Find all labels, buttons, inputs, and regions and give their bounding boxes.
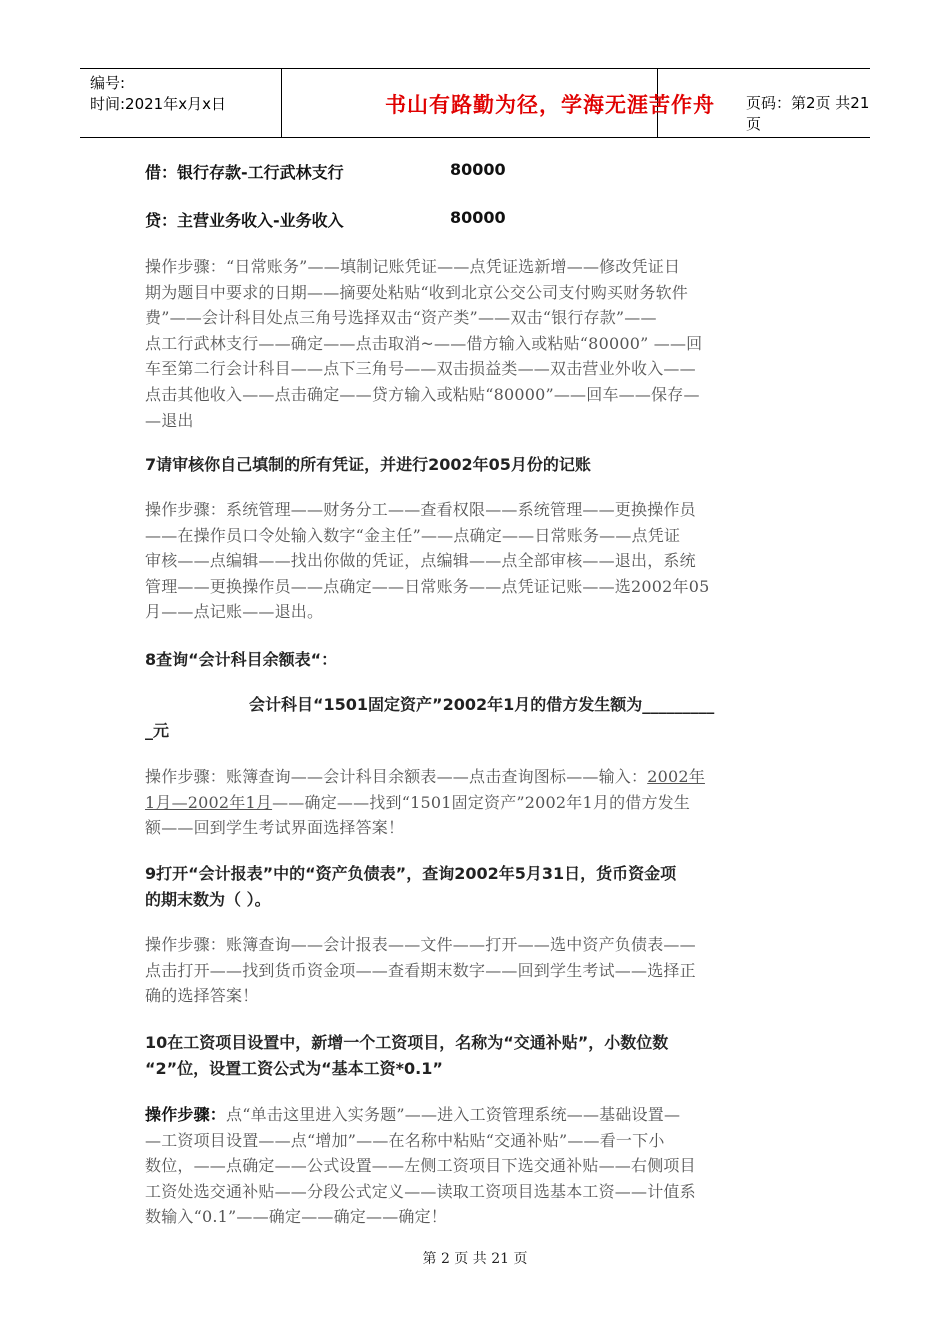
text-segment: 操作步骤：账簿查询——会计科目余额表——点击查询图标——输入： bbox=[145, 767, 648, 786]
debit-entry bbox=[145, 160, 810, 183]
text-line: 操作步骤：账簿查询——会计报表——文件——打开——选中资产负债表—— bbox=[145, 935, 696, 954]
page-header bbox=[80, 68, 870, 138]
credit-entry bbox=[145, 208, 810, 231]
text-line: —退出 bbox=[145, 410, 194, 430]
code-label: 编号: bbox=[90, 74, 126, 92]
underlined-text: 2002年 bbox=[647, 767, 705, 786]
text-line: 数位，——点确定——公式设置——左侧工资项目下选交通补贴——右侧项目 bbox=[145, 1156, 696, 1176]
text-segment: ——确定——找到“1501固定资产”2002年1月的借方发生 bbox=[272, 792, 691, 812]
header-page-info: 页码：第2页 共21页 bbox=[746, 94, 870, 133]
underlined-text: 1月—2002年1月 bbox=[145, 792, 273, 812]
text-line: 操作步骤：系统管理——财务分工——查看权限——系统管理——更换操作员 bbox=[145, 500, 696, 519]
text-line: 点击其他收入——点击确定——贷方输入或粘贴“80000”——回车——保存— bbox=[145, 384, 700, 404]
text-line bbox=[145, 764, 810, 790]
text-line: 确的选择答案！ bbox=[145, 986, 259, 1006]
debit-amount: 80000 bbox=[450, 160, 506, 179]
text-line: 数输入“0.1”——确定——确定——确定！ bbox=[145, 1207, 448, 1227]
operation-steps-8 bbox=[145, 764, 810, 841]
page-footer: 第 2 页 共 21 页 bbox=[422, 1251, 528, 1267]
text-line: 审核——点编辑——找出你做的凭证，点编辑——点全部审核——退出，系统 bbox=[145, 551, 696, 571]
text-line: 点工行武林支行——确定——点击取消~——借方输入或粘贴“80000” ——回 bbox=[145, 333, 703, 353]
question-line: 的期末数为（ ）。 bbox=[145, 890, 271, 909]
question-7-title: 7请审核你自己填制的所有凭证，并进行2002年05月份的记账 bbox=[145, 455, 591, 474]
text-line: 工资处选交通补贴——分段公式定义——读取工资项目选基本工资——计值系 bbox=[145, 1181, 696, 1201]
debit-account: 借：银行存款-工行武林支行 bbox=[145, 163, 344, 182]
header-motto: 书山有路勤为径，学海无涯苦作舟 bbox=[385, 93, 715, 117]
text-line: —工资项目设置——点“增加”——在名称中粘贴“交通补贴”——看一下小 bbox=[145, 1130, 665, 1150]
question-line: 会计科目“1501固定资产”2002年1月的借方发生额为_________ bbox=[249, 695, 715, 714]
question-line: 9打开“会计报表”中的“资产负债表”，查询2002年5月31日，货币资金项 bbox=[145, 864, 677, 883]
credit-account: 贷：主营业务收入-业务收入 bbox=[145, 211, 344, 230]
question-8-title: 8查询“会计科目余额表“： bbox=[145, 650, 338, 669]
text-line: 费”——会计科目处点三角号选择双击“资产类”——双击“银行存款”—— bbox=[145, 308, 657, 328]
question-line: _元 bbox=[145, 721, 170, 740]
header-divider bbox=[281, 69, 282, 137]
question-10 bbox=[145, 1030, 810, 1082]
operation-steps-10 bbox=[145, 1102, 810, 1230]
text-line: 操作步骤：“日常账务”——填制记账凭证——点凭证选新增——修改凭证日 bbox=[145, 257, 681, 276]
text-line: 额——回到学生考试界面选择答案！ bbox=[145, 818, 405, 838]
question-line: 10在工资项目设置中，新增一个工资项目，名称为“交通补贴”，小数位数 bbox=[145, 1033, 669, 1052]
text-line: 期为题目中要求的日期——摘要处粘贴“收到北京公交公司支付购买财务软件 bbox=[145, 282, 688, 302]
credit-amount: 80000 bbox=[450, 208, 506, 227]
text-line: 点击打开——找到货币资金项——查看期末数字——回到学生考试——选择正 bbox=[145, 960, 696, 980]
question-line: “2”位，设置工资公式为“基本工资*0.1” bbox=[145, 1059, 443, 1078]
text-line bbox=[145, 790, 810, 816]
text-line: 车至第二行会计科目——点下三角号——双击损益类——双击营业外收入—— bbox=[145, 359, 696, 379]
header-meta bbox=[90, 73, 226, 115]
text-line: 月——点记账——退出。 bbox=[145, 602, 324, 622]
text-segment: 点“单击这里进入实务题”——进入工资管理系统——基础设置— bbox=[226, 1105, 681, 1124]
question-8-body bbox=[145, 692, 810, 744]
text-line: 管理——更换操作员——点确定——日常账务——点凭证记账——选2002年05 bbox=[145, 576, 710, 596]
question-9 bbox=[145, 861, 810, 913]
text-line: ——在操作员口令处输入数字“金主任”——点确定——日常账务——点凭证 bbox=[145, 525, 681, 545]
operation-steps-1 bbox=[145, 254, 810, 433]
steps-label: 操作步骤： bbox=[145, 1105, 227, 1124]
text-line bbox=[145, 1102, 810, 1128]
time-label: 时间:2021年x月x日 bbox=[90, 95, 226, 113]
operation-steps-9 bbox=[145, 932, 810, 1009]
operation-steps-7 bbox=[145, 497, 810, 625]
